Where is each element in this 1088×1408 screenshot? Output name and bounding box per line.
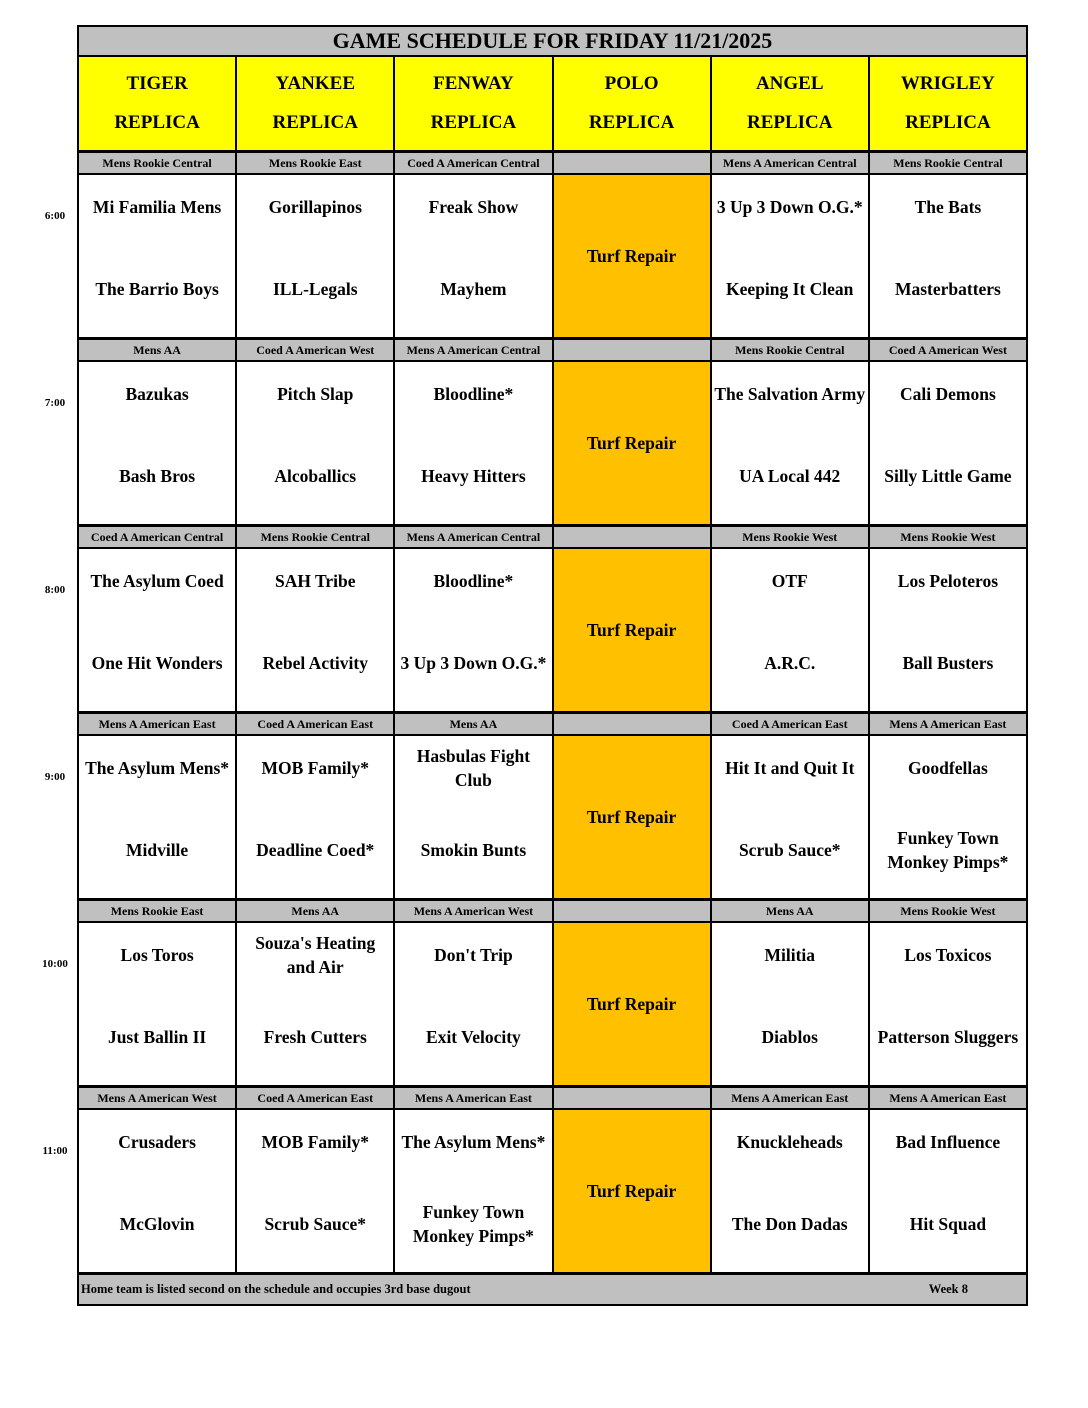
division-label: Coed A American Central: [79, 527, 237, 547]
away-team: Bad Influence: [895, 1132, 1001, 1152]
game-cell: [79, 736, 237, 898]
division-label: [554, 901, 712, 921]
division-label: Coed A American West: [237, 340, 395, 360]
home-team: The Barrio Boys: [95, 279, 219, 299]
division-label: Coed A American Central: [395, 153, 553, 173]
division-label: Mens A American West: [395, 901, 553, 921]
home-team: Mayhem: [440, 279, 507, 299]
away-team: SAH Tribe: [274, 571, 356, 591]
division-label: Coed A American West: [870, 340, 1028, 360]
home-team: One Hit Wonders: [91, 653, 223, 673]
division-label: Mens Rookie West: [870, 901, 1028, 921]
game-cell: [395, 923, 553, 1085]
turf-repair-cell: Turf Repair: [554, 736, 712, 898]
division-row: [77, 1088, 1028, 1110]
division-row: [77, 901, 1028, 923]
away-team: Militia: [764, 945, 816, 965]
away-team: Souza's Heating and Air: [255, 933, 376, 977]
game-cell: [395, 1110, 553, 1272]
away-team: MOB Family*: [261, 1132, 369, 1152]
field-name: ANGEL: [755, 73, 824, 95]
division-label: Mens A American East: [395, 1088, 553, 1108]
away-team: Bazukas: [125, 384, 189, 404]
away-team: The Asylum Coed: [90, 571, 224, 591]
division-label: Mens AA: [712, 901, 870, 921]
field-header-row: [77, 57, 1028, 153]
division-label: Mens A American East: [870, 714, 1028, 734]
division-label: [554, 153, 712, 173]
games-row: [77, 549, 1028, 714]
games-row: [77, 362, 1028, 527]
away-team: OTF: [771, 571, 808, 591]
home-team: Heavy Hitters: [421, 466, 526, 486]
field-subtitle: REPLICA: [746, 111, 833, 133]
turf-repair-cell: Turf Repair: [554, 175, 712, 337]
field-name: WRIGLEY: [900, 73, 995, 95]
turf-repair-cell: Turf Repair: [554, 549, 712, 711]
time-slot-block: [44, 340, 1028, 527]
home-team: Exit Velocity: [426, 1027, 521, 1047]
away-team: Gorillapinos: [268, 197, 362, 217]
division-label: Mens Rookie West: [870, 527, 1028, 547]
game-cell: [712, 736, 870, 898]
division-label: Mens Rookie Central: [870, 153, 1028, 173]
game-cell: [712, 1110, 870, 1272]
time-label: 9:00: [44, 771, 66, 783]
division-row: [77, 153, 1028, 175]
time-slot-block: [44, 714, 1028, 901]
division-row: [77, 527, 1028, 549]
time-label: 10:00: [42, 958, 68, 970]
home-team: The Don Dadas: [731, 1214, 848, 1234]
home-team: Ball Busters: [902, 653, 994, 673]
time-slot-block: [44, 153, 1028, 340]
home-team: Bash Bros: [119, 466, 196, 486]
schedule-sheet: [42, 25, 1028, 1306]
division-row: [77, 714, 1028, 736]
field-subtitle: REPLICA: [114, 111, 200, 133]
time-label: 6:00: [44, 210, 66, 222]
division-label: Mens Rookie Central: [79, 153, 237, 173]
division-label: Mens A American Central: [712, 153, 870, 173]
game-cell: [395, 549, 553, 711]
games-row: [77, 175, 1028, 340]
away-team: Bloodline*: [433, 384, 514, 404]
turf-repair-cell: Turf Repair: [554, 362, 712, 524]
home-team: Fresh Cutters: [263, 1027, 367, 1047]
turf-repair-cell: Turf Repair: [554, 1110, 712, 1272]
time-label: 8:00: [44, 584, 66, 596]
game-cell: [870, 923, 1028, 1085]
home-team: Patterson Sluggers: [877, 1027, 1019, 1047]
away-team: Mi Familia Mens: [92, 197, 222, 217]
division-label: Mens Rookie East: [237, 153, 395, 173]
home-team: Keeping It Clean: [726, 279, 854, 299]
field-header-wrigley: [870, 57, 1028, 153]
games-row: [77, 736, 1028, 901]
division-label: Mens AA: [395, 714, 553, 734]
away-team: Bloodline*: [433, 571, 514, 591]
field-header-yankee: [237, 57, 395, 153]
game-cell: [870, 549, 1028, 711]
field-header-fenway: [395, 57, 553, 153]
home-team: Deadline Coed*: [256, 840, 375, 860]
home-team: Alcoballics: [274, 466, 357, 486]
game-cell: [79, 1110, 237, 1272]
field-subtitle: REPLICA: [588, 111, 675, 133]
game-cell: [237, 549, 395, 711]
home-team: Silly Little Game: [884, 466, 1012, 486]
home-team: Masterbatters: [894, 279, 1001, 299]
division-label: [554, 527, 712, 547]
field-header-polo: [554, 57, 712, 153]
field-name: TIGER: [126, 73, 188, 95]
division-label: Mens Rookie West: [712, 527, 870, 547]
game-cell: [237, 362, 395, 524]
turf-repair-cell: Turf Repair: [554, 923, 712, 1085]
division-label: Coed A American East: [712, 714, 870, 734]
home-team: 3 Up 3 Down O.G.*: [400, 653, 547, 673]
division-label: Mens AA: [237, 901, 395, 921]
away-team: The Asylum Mens*: [401, 1132, 546, 1152]
division-label: Mens A American East: [79, 714, 237, 734]
time-label: 7:00: [44, 397, 66, 409]
time-label: 11:00: [42, 1145, 68, 1157]
home-team: Diablos: [761, 1027, 818, 1047]
game-cell: [395, 736, 553, 898]
games-row: [77, 1110, 1028, 1275]
field-header-tiger: [79, 57, 237, 153]
game-cell: [870, 736, 1028, 898]
home-team: McGlovin: [119, 1214, 195, 1234]
game-cell: [79, 362, 237, 524]
field-name: YANKEE: [275, 73, 356, 95]
time-slot-block: [42, 1088, 1028, 1275]
footer-note: Home team is listed second on the schedule and occupies 3rd base dugout: [81, 1282, 471, 1296]
time-slot-block: [44, 527, 1028, 714]
field-header-angel: [712, 57, 870, 153]
home-team: Rebel Activity: [262, 653, 368, 673]
page-title: GAME SCHEDULE FOR FRIDAY 11/21/2025: [77, 25, 1028, 57]
division-label: Mens AA: [79, 340, 237, 360]
game-cell: [79, 549, 237, 711]
games-row: [77, 923, 1028, 1088]
game-cell: [395, 175, 553, 337]
away-team: The Asylum Mens*: [85, 758, 230, 778]
home-team: Scrub Sauce*: [264, 1214, 367, 1234]
game-cell: [79, 923, 237, 1085]
home-team: Funkey Town Monkey Pimps*: [412, 1202, 534, 1246]
home-team: UA Local 442: [739, 466, 841, 486]
division-label: Mens Rookie East: [79, 901, 237, 921]
home-team: Smokin Bunts: [420, 840, 527, 860]
division-label: Mens Rookie Central: [237, 527, 395, 547]
home-team: Hit Squad: [909, 1214, 987, 1234]
home-team: Midville: [125, 840, 189, 860]
away-team: MOB Family*: [261, 758, 369, 778]
division-label: Coed A American East: [237, 1088, 395, 1108]
home-team: Funkey Town Monkey Pimps*: [887, 828, 1009, 872]
field-subtitle: REPLICA: [430, 111, 517, 133]
away-team: Crusaders: [118, 1132, 196, 1152]
away-team: Los Peloteros: [897, 571, 999, 591]
field-subtitle: REPLICA: [272, 111, 358, 133]
game-cell: [870, 1110, 1028, 1272]
division-label: Mens A American West: [79, 1088, 237, 1108]
game-cell: [870, 175, 1028, 337]
footer-bar: [77, 1275, 1028, 1306]
game-cell: [395, 362, 553, 524]
away-team: 3 Up 3 Down O.G.*: [716, 197, 863, 217]
game-cell: [237, 1110, 395, 1272]
game-cell: [237, 175, 395, 337]
division-label: Mens A American Central: [395, 527, 553, 547]
division-label: Mens A American Central: [395, 340, 553, 360]
division-label: Mens Rookie Central: [712, 340, 870, 360]
home-team: A.R.C.: [764, 653, 816, 673]
away-team: Los Toxicos: [904, 945, 992, 965]
away-team: Hasbulas Fight Club: [416, 746, 531, 790]
field-name: FENWAY: [433, 73, 514, 95]
away-team: Freak Show: [428, 197, 519, 217]
game-cell: [79, 175, 237, 337]
game-cell: [712, 362, 870, 524]
game-cell: [712, 923, 870, 1085]
away-team: The Salvation Army: [714, 384, 866, 404]
away-team: Cali Demons: [900, 384, 996, 404]
game-cell: [712, 175, 870, 337]
field-subtitle: REPLICA: [905, 111, 991, 133]
game-cell: [237, 923, 395, 1085]
division-label: Coed A American East: [237, 714, 395, 734]
field-name: POLO: [604, 73, 659, 95]
away-team: Don't Trip: [434, 945, 513, 965]
division-label: [554, 714, 712, 734]
time-slot-block: [42, 901, 1028, 1088]
away-team: The Bats: [914, 197, 982, 217]
away-team: Knuckleheads: [736, 1132, 843, 1152]
division-label: Mens A American East: [712, 1088, 870, 1108]
game-cell: [712, 549, 870, 711]
division-label: [554, 1088, 712, 1108]
division-label: Mens A American East: [870, 1088, 1028, 1108]
week-label: Week 8: [928, 1282, 968, 1296]
away-team: Pitch Slap: [277, 384, 354, 404]
away-team: Hit It and Quit It: [725, 758, 855, 778]
time-slots: [42, 153, 1028, 1275]
game-cell: [237, 736, 395, 898]
home-team: Just Ballin II: [107, 1027, 207, 1047]
away-team: Goodfellas: [908, 758, 988, 778]
home-team: Scrub Sauce*: [738, 840, 841, 860]
division-row: [77, 340, 1028, 362]
division-label: [554, 340, 712, 360]
game-cell: [870, 362, 1028, 524]
away-team: Los Toros: [120, 945, 194, 965]
home-team: ILL-Legals: [272, 279, 358, 299]
